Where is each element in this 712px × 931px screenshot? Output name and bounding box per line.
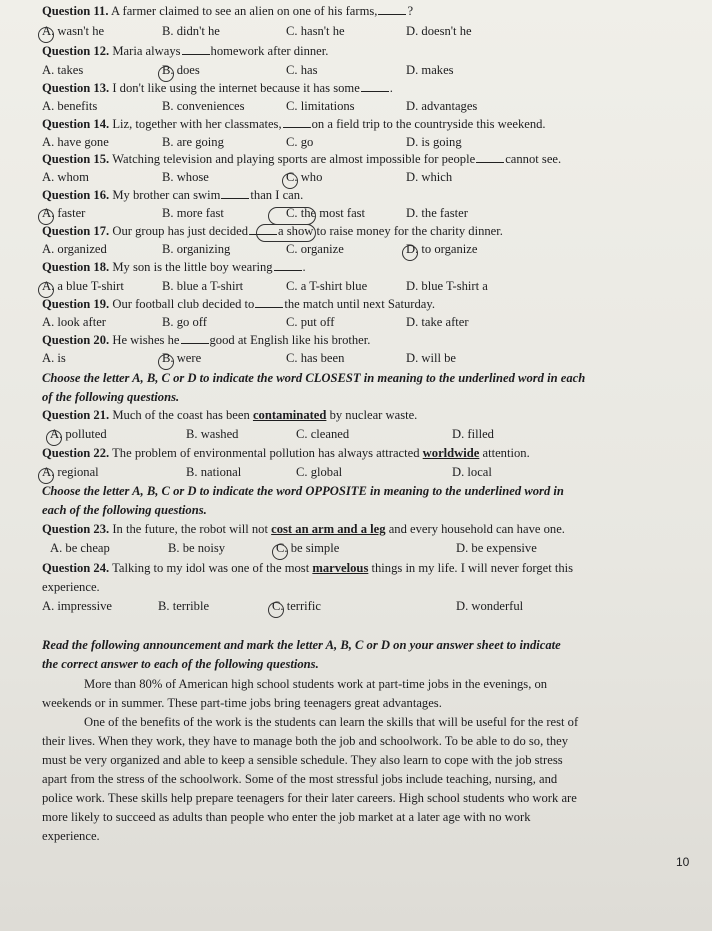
q12-option-a[interactable]: A. takes xyxy=(42,63,84,77)
question-16: Question 16. My brother can swim than I can. xyxy=(42,188,304,202)
q21-option-d[interactable]: D. filled xyxy=(452,427,494,441)
question-24: Question 24. Talking to my idol was one of the most marvelous things in my life. I will never forget this xyxy=(42,561,574,575)
q21-option-b[interactable]: B. washed xyxy=(186,427,239,441)
q13-option-a[interactable]: A. benefits xyxy=(42,99,98,113)
q11-option-d[interactable]: D. doesn't he xyxy=(406,24,472,38)
q14-option-d[interactable]: D. is going xyxy=(406,135,462,149)
question-17: Question 17. Our group has just decided a show to raise money for the charity dinner. xyxy=(42,224,503,238)
q23-option-b[interactable]: B. be noisy xyxy=(168,541,226,555)
question-15: Question 15. Watching television and playing sports are almost impossible for people cannot see. xyxy=(42,152,562,166)
page-number: 10 xyxy=(676,855,690,869)
q19-option-a[interactable]: A. look after xyxy=(42,315,106,329)
q17-option-b[interactable]: B. organizing xyxy=(162,242,231,256)
q22-option-d[interactable]: D. local xyxy=(452,465,492,479)
passage-line-3: One of the benefits of the work is the students can learn the skills that will be useful for the rest of xyxy=(84,715,579,729)
instruction-opposite-line2: each of the following questions. xyxy=(42,503,207,517)
q20-option-a[interactable]: A. is xyxy=(42,351,66,365)
q12-option-c[interactable]: C. has xyxy=(286,63,318,77)
q16-option-c[interactable]: C. the most fast xyxy=(286,206,366,220)
q11-option-a[interactable]: A. wasn't he xyxy=(42,24,105,38)
q18-option-c[interactable]: C. a T-shirt blue xyxy=(286,279,368,293)
q22-option-b[interactable]: B. national xyxy=(186,465,242,479)
passage-line-7: police work. These skills help prepare teenagers for their later careers. High school students who work are xyxy=(42,791,577,805)
instruction-reading-line1: Read the following announcement and mark the letter A, B, C or D on your answer sheet to indicate xyxy=(42,638,561,652)
q15-option-a[interactable]: A. whom xyxy=(42,170,89,184)
q24-option-b[interactable]: B. terrible xyxy=(158,599,210,613)
q22-option-c[interactable]: C. global xyxy=(296,465,343,479)
passage-line-5: must be very organized and able to keep a sensible schedule. They also learn to cope with the job stress xyxy=(42,753,563,767)
q14-option-c[interactable]: C. go xyxy=(286,135,314,149)
passage-line-6: apart from the stress of the schoolwork. Some of the most stressful jobs include teaching, nursing, and xyxy=(42,772,558,786)
q17-option-a[interactable]: A. organized xyxy=(42,242,107,256)
q20-option-c[interactable]: C. has been xyxy=(286,351,345,365)
question-11: Question 11. A farmer claimed to see an alien on one of his farms, ? xyxy=(42,4,414,18)
q24-option-c[interactable]: C. terrific xyxy=(272,599,321,613)
q18-option-b[interactable]: B. blue a T-shirt xyxy=(162,279,244,293)
passage-line-8: more likely to succeed as adults than people who enter the job market at a later age with no work xyxy=(42,810,531,824)
q20-option-b[interactable]: B. were xyxy=(162,351,202,365)
q16-option-a[interactable]: A. faster xyxy=(42,206,86,220)
q23-option-a[interactable]: A. be cheap xyxy=(50,541,110,555)
q23-option-d[interactable]: D. be expensive xyxy=(456,541,537,555)
passage-line-4: their lives. When they work, they have to manage both the job and schoolwork. To be able to do so, they xyxy=(42,734,569,748)
question-12: Question 12. Maria always homework after dinner. xyxy=(42,44,329,58)
q15-option-b[interactable]: B. whose xyxy=(162,170,209,184)
q14-option-a[interactable]: A. have gone xyxy=(42,135,109,149)
q17-option-d[interactable]: D. to organize xyxy=(406,242,478,256)
q15-option-d[interactable]: D. which xyxy=(406,170,453,184)
question-21: Question 21. Much of the coast has been contaminated by nuclear waste. xyxy=(42,408,418,422)
q16-option-b[interactable]: B. more fast xyxy=(162,206,224,220)
q23-option-c[interactable]: C. be simple xyxy=(276,541,340,555)
q16-option-d[interactable]: D. the faster xyxy=(406,206,468,220)
q13-option-b[interactable]: B. conveniences xyxy=(162,99,245,113)
instruction-reading-line2: the correct answer to each of the following questions. xyxy=(42,657,319,671)
q18-option-a[interactable]: A. a blue T-shirt xyxy=(42,279,124,293)
q20-option-d[interactable]: D. will be xyxy=(406,351,457,365)
q17-option-c[interactable]: C. organize xyxy=(286,242,344,256)
instruction-opposite-line1: Choose the letter A, B, C or D to indicate the word OPPOSITE in meaning to the underlined word in xyxy=(42,484,564,498)
question-14: Question 14. Liz, together with her classmates, on a field trip to the countryside this weekend. xyxy=(42,117,546,131)
q18-option-d[interactable]: D. blue T-shirt a xyxy=(406,279,488,293)
passage-line-9: experience. xyxy=(42,829,100,843)
passage-line-2: weekends or in summer. These part-time jobs bring teenagers great advantages. xyxy=(42,696,442,710)
question-22: Question 22. The problem of environmental pollution has always attracted worldwide attention. xyxy=(42,446,530,460)
question-24-line2: experience. xyxy=(42,580,100,594)
question-18: Question 18. My son is the little boy wearing . xyxy=(42,260,306,274)
q21-option-a[interactable]: A. polluted xyxy=(50,427,107,441)
q24-option-d[interactable]: D. wonderful xyxy=(456,599,524,613)
q11-option-c[interactable]: C. hasn't he xyxy=(286,24,345,38)
question-20: Question 20. He wishes he good at English like his brother. xyxy=(42,333,371,347)
instruction-closest-line1: Choose the letter A, B, C or D to indicate the word CLOSEST in meaning to the underlined word in each xyxy=(42,371,586,385)
question-13: Question 13. I don't like using the internet because it has some . xyxy=(42,81,393,95)
q22-option-a[interactable]: A. regional xyxy=(42,465,99,479)
passage-line-1: More than 80% of American high school students work at part-time jobs in the evenings, on xyxy=(84,677,548,691)
q19-option-b[interactable]: B. go off xyxy=(162,315,207,329)
q19-option-d[interactable]: D. take after xyxy=(406,315,469,329)
q12-option-d[interactable]: D. makes xyxy=(406,63,454,77)
q24-option-a[interactable]: A. impressive xyxy=(42,599,112,613)
question-23: Question 23. In the future, the robot will not cost an arm and a leg and every household can have one. xyxy=(42,522,565,536)
q15-option-c[interactable]: C. who xyxy=(286,170,323,184)
q12-option-b[interactable]: B. does xyxy=(162,63,200,77)
q13-option-c[interactable]: C. limitations xyxy=(286,99,355,113)
q14-option-b[interactable]: B. are going xyxy=(162,135,224,149)
q19-option-c[interactable]: C. put off xyxy=(286,315,335,329)
q13-option-d[interactable]: D. advantages xyxy=(406,99,478,113)
q11-option-b[interactable]: B. didn't he xyxy=(162,24,220,38)
question-19: Question 19. Our football club decided to the match until next Saturday. xyxy=(42,297,435,311)
instruction-closest-line2: of the following questions. xyxy=(42,390,180,404)
q21-option-c[interactable]: C. cleaned xyxy=(296,427,350,441)
